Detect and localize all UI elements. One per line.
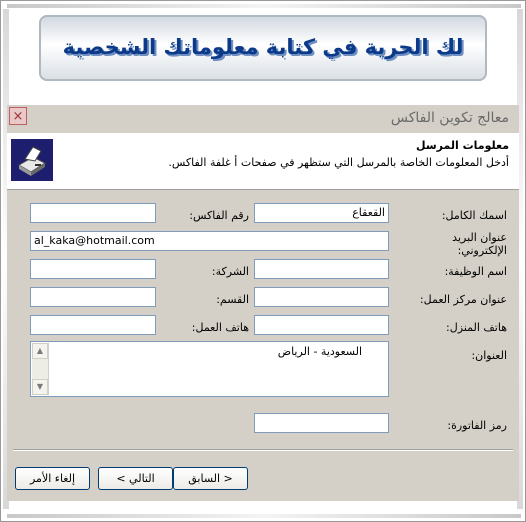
address-text: السعودية - الرياض xyxy=(277,345,362,358)
back-button[interactable]: < السابق xyxy=(173,467,248,490)
dialog-header xyxy=(7,133,519,190)
home-phone-input[interactable] xyxy=(254,315,389,335)
job-title-label: اسم الوظيفة: xyxy=(444,265,507,278)
company-input[interactable] xyxy=(30,259,156,279)
scroll-down-icon[interactable]: ▼ xyxy=(32,379,48,395)
header-subtitle: أدخل المعلومات الخاصة بالمرسل التي ستظهر في صفحات أ غلفة الفاكس. xyxy=(168,156,509,169)
full-name-label: اسمك الكامل: xyxy=(441,209,507,222)
cancel-button[interactable]: إلغاء الأمر xyxy=(15,467,90,490)
company-label: الشركة: xyxy=(211,265,249,278)
next-button[interactable]: التالي > xyxy=(98,467,173,490)
billing-code-input[interactable] xyxy=(254,413,389,433)
fax-number-label: رقم الفاكس: xyxy=(189,209,249,222)
department-input[interactable] xyxy=(30,287,156,307)
scroll-up-icon[interactable]: ▲ xyxy=(32,343,48,359)
fax-machine-icon xyxy=(11,139,53,181)
office-location-input[interactable] xyxy=(254,287,389,307)
address-textarea[interactable] xyxy=(30,341,389,397)
billing-code-label: رمز الفاتورة: xyxy=(447,419,507,432)
address-label: العنوان: xyxy=(471,349,507,362)
full-name-input[interactable]: القعقاع xyxy=(254,203,389,223)
job-title-input[interactable] xyxy=(254,259,389,279)
dialog-title: معالج تكوين الفاكس xyxy=(390,110,509,126)
email-input[interactable]: al_kaka@hotmail.com xyxy=(30,231,389,251)
banner xyxy=(39,15,487,81)
frame-edge-top xyxy=(7,4,521,8)
work-phone-label: هاتف العمل: xyxy=(191,321,249,334)
close-icon[interactable]: × xyxy=(9,107,27,125)
address-scrollbar[interactable] xyxy=(32,343,49,395)
banner-text: لك الحرية في كتابة معلوماتك الشخصية xyxy=(62,35,464,59)
fax-number-input[interactable] xyxy=(30,203,156,223)
fax-wizard-dialog xyxy=(7,105,519,501)
dialog-titlebar xyxy=(7,105,519,134)
button-separator xyxy=(13,449,513,451)
office-location-label: عنوان مركز العمل: xyxy=(419,293,507,306)
frame-edge-bottom xyxy=(7,514,521,518)
department-label: القسم: xyxy=(216,293,249,306)
email-label: عنوان البريد الإلكتروني: xyxy=(452,231,507,257)
header-title: معلومات المرسل xyxy=(416,139,509,152)
work-phone-input[interactable] xyxy=(30,315,156,335)
home-phone-label: هاتف المنزل: xyxy=(446,321,507,334)
